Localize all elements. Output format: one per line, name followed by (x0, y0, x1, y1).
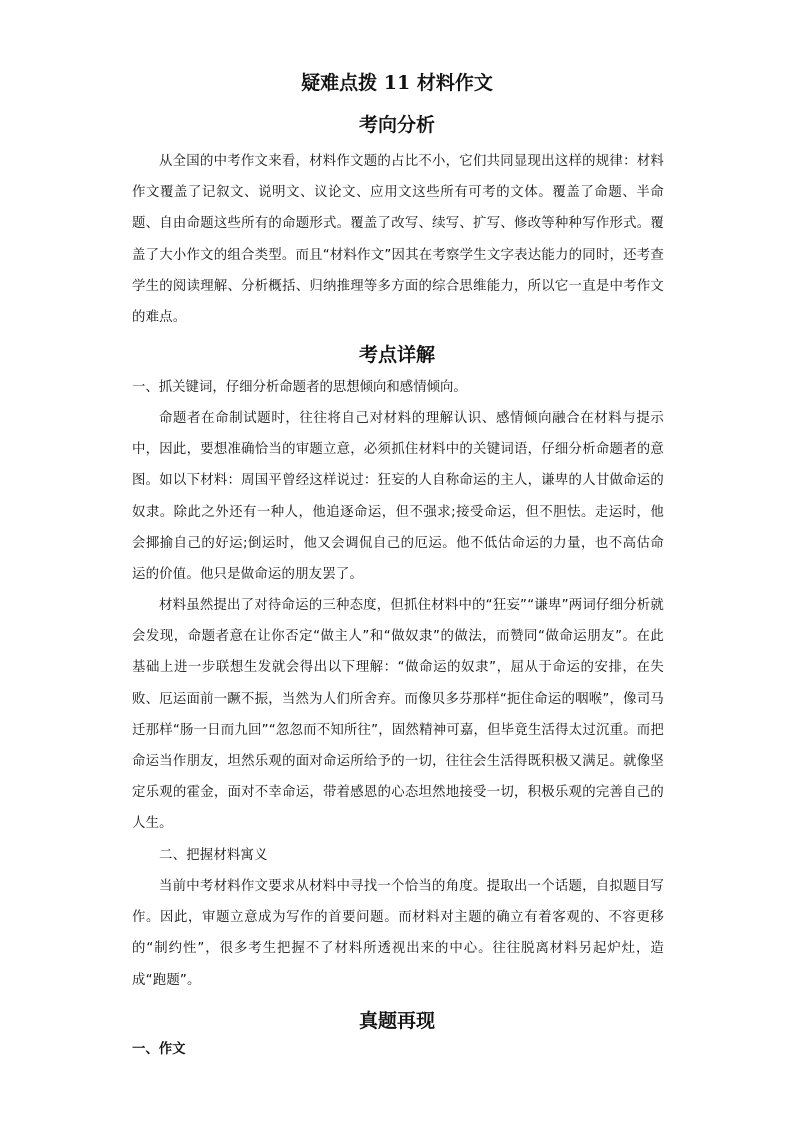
detail-paragraph-2: 材料虽然提出了对待命运的三种态度，但抓住材料中的“狂妄”“谦卑”两词仔细分析就会发现，命题者意在让你否定“做主人”和“做奴隶”的做法，而赞同“做命运朋友”。在此基础上进一步联想生发就会得出以下理解：“做命运的奴隶”，屈从于命运的安排，在失败、厄运面前一蹶不振，当然为人们所舍弃。而像贝多芬那样“扼住命运的咽喉”，像司马迁那样“肠一日而九回”“忽忽而不知所往”，固然精神可嘉，但毕竟生活得太过沉重。而把命运当作朋友，坦然乐观的面对命运所给予的一切，往往会生活得既积极又满足。就像坚定乐观的霍金，面对不幸命运，带着感恩的心态坦然地接受一切，积极乐观的完善自己的人生。 (132, 598, 664, 832)
section-heading-detail: 考点详解 (358, 344, 435, 366)
subsection-essay: 一、作文 (132, 1042, 186, 1057)
detail-paragraph-3: 当前中考材料作文要求从材料中寻找一个恰当的角度。提取出一个话题，自拟题目写作。因此，审题立意成为写作的首要问题。而材料对主题的确立有着客观的、不容更移的“制约性”，很多考生把握不了材料所透视出来的中心。往往脱离材料另起炉灶，造成“跑题”。 (132, 879, 664, 988)
section-heading-analysis: 考向分析 (358, 114, 435, 136)
analysis-paragraph: 从全国的中考作文来看，材料作文题的占比不小，它们共同显现出这样的规律：材料作文覆盖了记叙文、说明文、议论文、应用文这些所有可考的文体。覆盖了命题、半命题、自由命题这些所有的命题形式。覆盖了改写、续写、扩写、修改等种种写作形式。覆盖了大小作文的组合类型。而且“材料作文”因其在考察学生文字表达能力的同时，还考查学生的阅读理解、分析概括、归纳推理等多方面的综合思维能力，所以它一直是中考作文的难点。 (132, 154, 664, 326)
point-heading-2: 二、把握材料寓义 (159, 848, 268, 863)
document-title: 疑难点拨 11 材料作文 (301, 72, 493, 94)
detail-paragraph-1: 命题者在命制试题时，往往将自己对材料的理解认识、感情倾向融合在材料与提示中，因此，要想准确恰当的审题立意，必须抓住材料中的关键词语，仔细分析命题者的意图。如以下材料：周国平曾经这样说过：狂妄的人自称命运的主人，谦卑的人甘做命运的奴隶。除此之外还有一种人，他追逐命运，但不强求;接受命运，但不胆怯。走运时，他会揶揄自己的好运;倒运时，他又会调侃自己的厄运。他不低估命运的力量，也不高估命运的价值。他只是做命运的朋友罢了。 (132, 411, 664, 583)
section-heading-real: 真题再现 (358, 1010, 435, 1032)
point-heading-1: 一、抓关键词，仔细分析命题者的思想倾向和感情倾向。 (132, 380, 467, 395)
